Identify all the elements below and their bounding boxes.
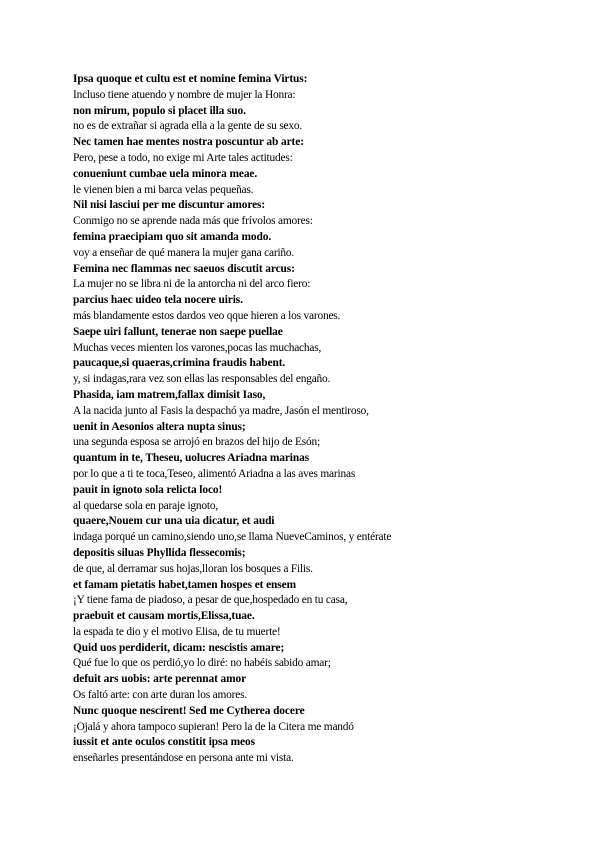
spanish-translation-line: Pero, pese a todo, no exige mi Arte tales actitudes:	[73, 151, 293, 164]
spanish-translation-line: más blandamente estos dardos veo qque hieren a los varones.	[73, 309, 341, 322]
spanish-translation-line: una segunda esposa se arrojó en brazos del hijo de Esón;	[73, 436, 320, 449]
latin-verse-line: uenit in Aesonios altera nupta sinus;	[73, 420, 246, 433]
latin-verse-line: Nil nisi lasciui per me discuntur amores:	[73, 199, 266, 212]
spanish-translation-line: Conmigo no se aprende nada más que frívolos amores:	[73, 215, 313, 228]
latin-verse-line: iussit et ante oculos constitit ipsa meos	[73, 736, 255, 749]
latin-verse-line: femina praecipiam quo sit amanda modo.	[73, 230, 272, 243]
latin-verse-line: quantum in te, Theseu, uolucres Ariadna marinas	[73, 452, 310, 465]
latin-verse-line: Saepe uiri fallunt, tenerae non saepe puellae	[73, 325, 283, 338]
spanish-translation-line: ¡Ojalá y ahora tampoco supieran! Pero la de la Citera me mandó	[73, 720, 354, 733]
latin-verse-line: Quid uos perdiderit, dicam: nescistis amare;	[73, 641, 285, 654]
latin-verse-line: Femina nec flammas nec saeuos discutit arcus:	[73, 262, 295, 275]
spanish-translation-line: le vienen bien a mi barca velas pequeñas.	[73, 183, 254, 196]
latin-verse-line: defuit ars uobis: arte perennat amor	[73, 673, 247, 686]
spanish-translation-line: A la nacida junto al Fasis la despachó ya madre, Jasón el mentiroso,	[73, 404, 369, 417]
spanish-translation-line: Muchas veces mienten los varones,pocas las muchachas,	[73, 341, 322, 354]
latin-verse-line: Ipsa quoque et cultu est et nomine femina Virtus:	[73, 73, 308, 85]
latin-verse-line: conueniunt cumbae uela minora meae.	[73, 167, 258, 180]
latin-verse-line: pauit in ignoto sola relicta loco!	[73, 483, 223, 496]
latin-verse-line: depositis siluas Phyllida flessecomis;	[73, 546, 246, 559]
spanish-translation-line: de que, al derramar sus hojas,lloran los bosques a Filis.	[73, 562, 313, 575]
spanish-translation-line: Qué fue lo que os perdió,yo lo diré: no habéis sabido amar;	[73, 657, 331, 670]
spanish-translation-line: voy a enseñar de qué manera la mujer gana cariño.	[73, 246, 295, 259]
spanish-translation-line: enseñarles presentándose en persona ante mi vista.	[73, 752, 294, 765]
spanish-translation-line: ¡Y tiene fama de piadoso, a pesar de que,hospedado en tu casa,	[73, 594, 348, 607]
latin-verse-line: Nec tamen hae mentes nostra poscuntur ab arte:	[73, 136, 304, 149]
latin-verse-line: praebuit et causam mortis,Elissa,tuae.	[73, 610, 255, 623]
spanish-translation-line: y, si indagas,rara vez son ellas las responsables del engaño.	[73, 373, 331, 386]
latin-verse-line: Nunc quoque nescirent! Sed me Cytherea docere	[73, 704, 305, 717]
bilingual-text-block	[73, 72, 573, 767]
spanish-translation-line: por lo que a ti te toca,Teseo, alimentó Ariadna a las aves marinas	[73, 467, 356, 480]
latin-verse-line: Phasida, iam matrem,fallax dimisit Iaso,	[73, 388, 266, 401]
spanish-translation-line: indaga porqué un camino,siendo uno,se llama NueveCaminos, y entérate	[73, 531, 392, 544]
spanish-translation-line: Incluso tiene atuendo y nombre de mujer la Honra:	[73, 88, 296, 101]
latin-verse-line: non mirum, populo si placet illa suo.	[73, 104, 246, 117]
spanish-translation-line: Os faltó arte: con arte duran los amores.	[73, 689, 247, 702]
latin-verse-line: et famam pietatis habet,tamen hospes et ensem	[73, 578, 296, 591]
latin-verse-line: quaere,Nouem cur una uia dicatur, et audi	[73, 515, 275, 528]
spanish-translation-line: al quedarse sola en paraje ignoto,	[73, 499, 219, 512]
spanish-translation-line: no es de extrañar si agrada ella a la gente de su sexo.	[73, 120, 303, 133]
latin-verse-line: parcius haec uideo tela nocere uiris.	[73, 294, 243, 307]
latin-verse-line: paucaque,si quaeras,crimina fraudis habent.	[73, 357, 286, 370]
spanish-translation-line: la espada te dio y el motivo Elisa, de tu muerte!	[73, 625, 281, 638]
spanish-translation-line: La mujer no se libra ni de la antorcha ni del arco fiero:	[73, 278, 311, 291]
